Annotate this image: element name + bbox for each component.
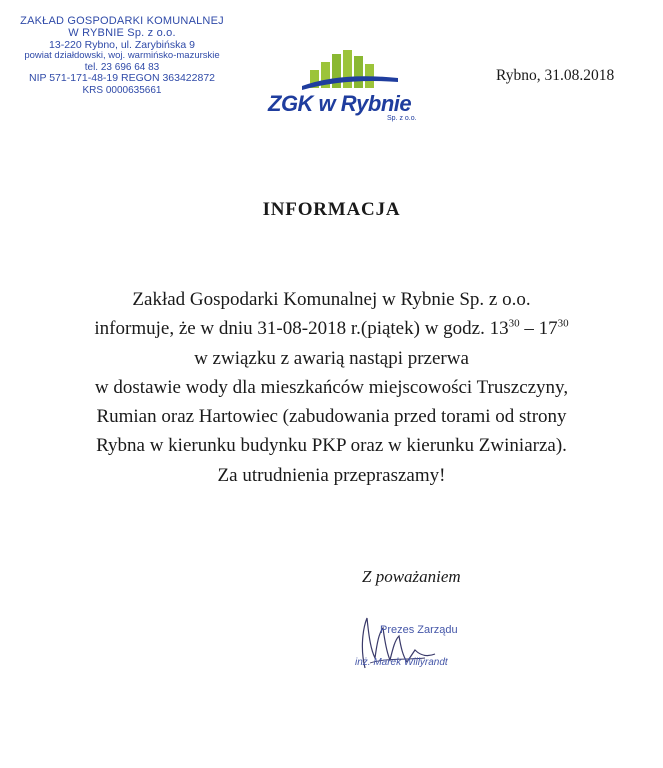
body-text: informuje, że w dniu 31-08-2018 r.(piątek) w godz. 13 (94, 318, 509, 340)
closing-phrase: Z poważaniem (362, 567, 461, 586)
stamp-line: NIP 571-171-48-19 REGON 363422872 (28, 72, 215, 85)
stamp-line: KRS 0000635661 (82, 84, 162, 96)
logo-subtitle: Sp. z o.o. (387, 115, 417, 122)
logo-name: ZGK w Rybnie (268, 91, 412, 116)
body-line: w dostawie wody dla mieszkańców miejscowości Truszczyny, (94, 376, 569, 398)
company-logo (262, 48, 432, 128)
company-stamp (6, 15, 238, 96)
body-text: – 17 (519, 318, 558, 340)
signature-name: inż. Marek Willyrandt (355, 657, 448, 668)
document-date: Rybno, 31.08.2018 (496, 67, 615, 84)
signature-role: Prezes Zarządu (380, 624, 458, 636)
time-end-superscript: 30 (557, 317, 569, 330)
body-line: Zakład Gospodarki Komunalnej w Rybnie Sp. z o.o. (132, 289, 531, 310)
time-start-superscript: 30 (508, 317, 520, 330)
stamp-line: tel. 23 696 64 83 (84, 62, 160, 73)
stamp-line: ZAKŁAD GOSPODARKI KOMUNALNEJ (20, 15, 224, 27)
body-line: Rumian oraz Hartowiec (zabudowania przed torami od strony (96, 406, 567, 428)
body-line: Rybna w kierunku budynku PKP oraz w kierunku Zwiniarza). (96, 435, 567, 457)
body-line: w związku z awarią nastąpi przerwa (194, 347, 469, 369)
stamp-line: powiat działdowski, woj. warmińsko-mazurskie (24, 50, 220, 62)
stamp-line: 13-220 Rybno, ul. Zarybińska 9 (49, 38, 195, 51)
body-line (0, 314, 663, 343)
stamp-line: W RYBNIE Sp. z o.o. (68, 27, 176, 40)
document-body (0, 285, 663, 490)
body-line: Za utrudnienia przepraszamy! (217, 464, 446, 486)
city-skyline-icon (300, 48, 400, 90)
document-title: INFORMACJA (262, 199, 401, 220)
